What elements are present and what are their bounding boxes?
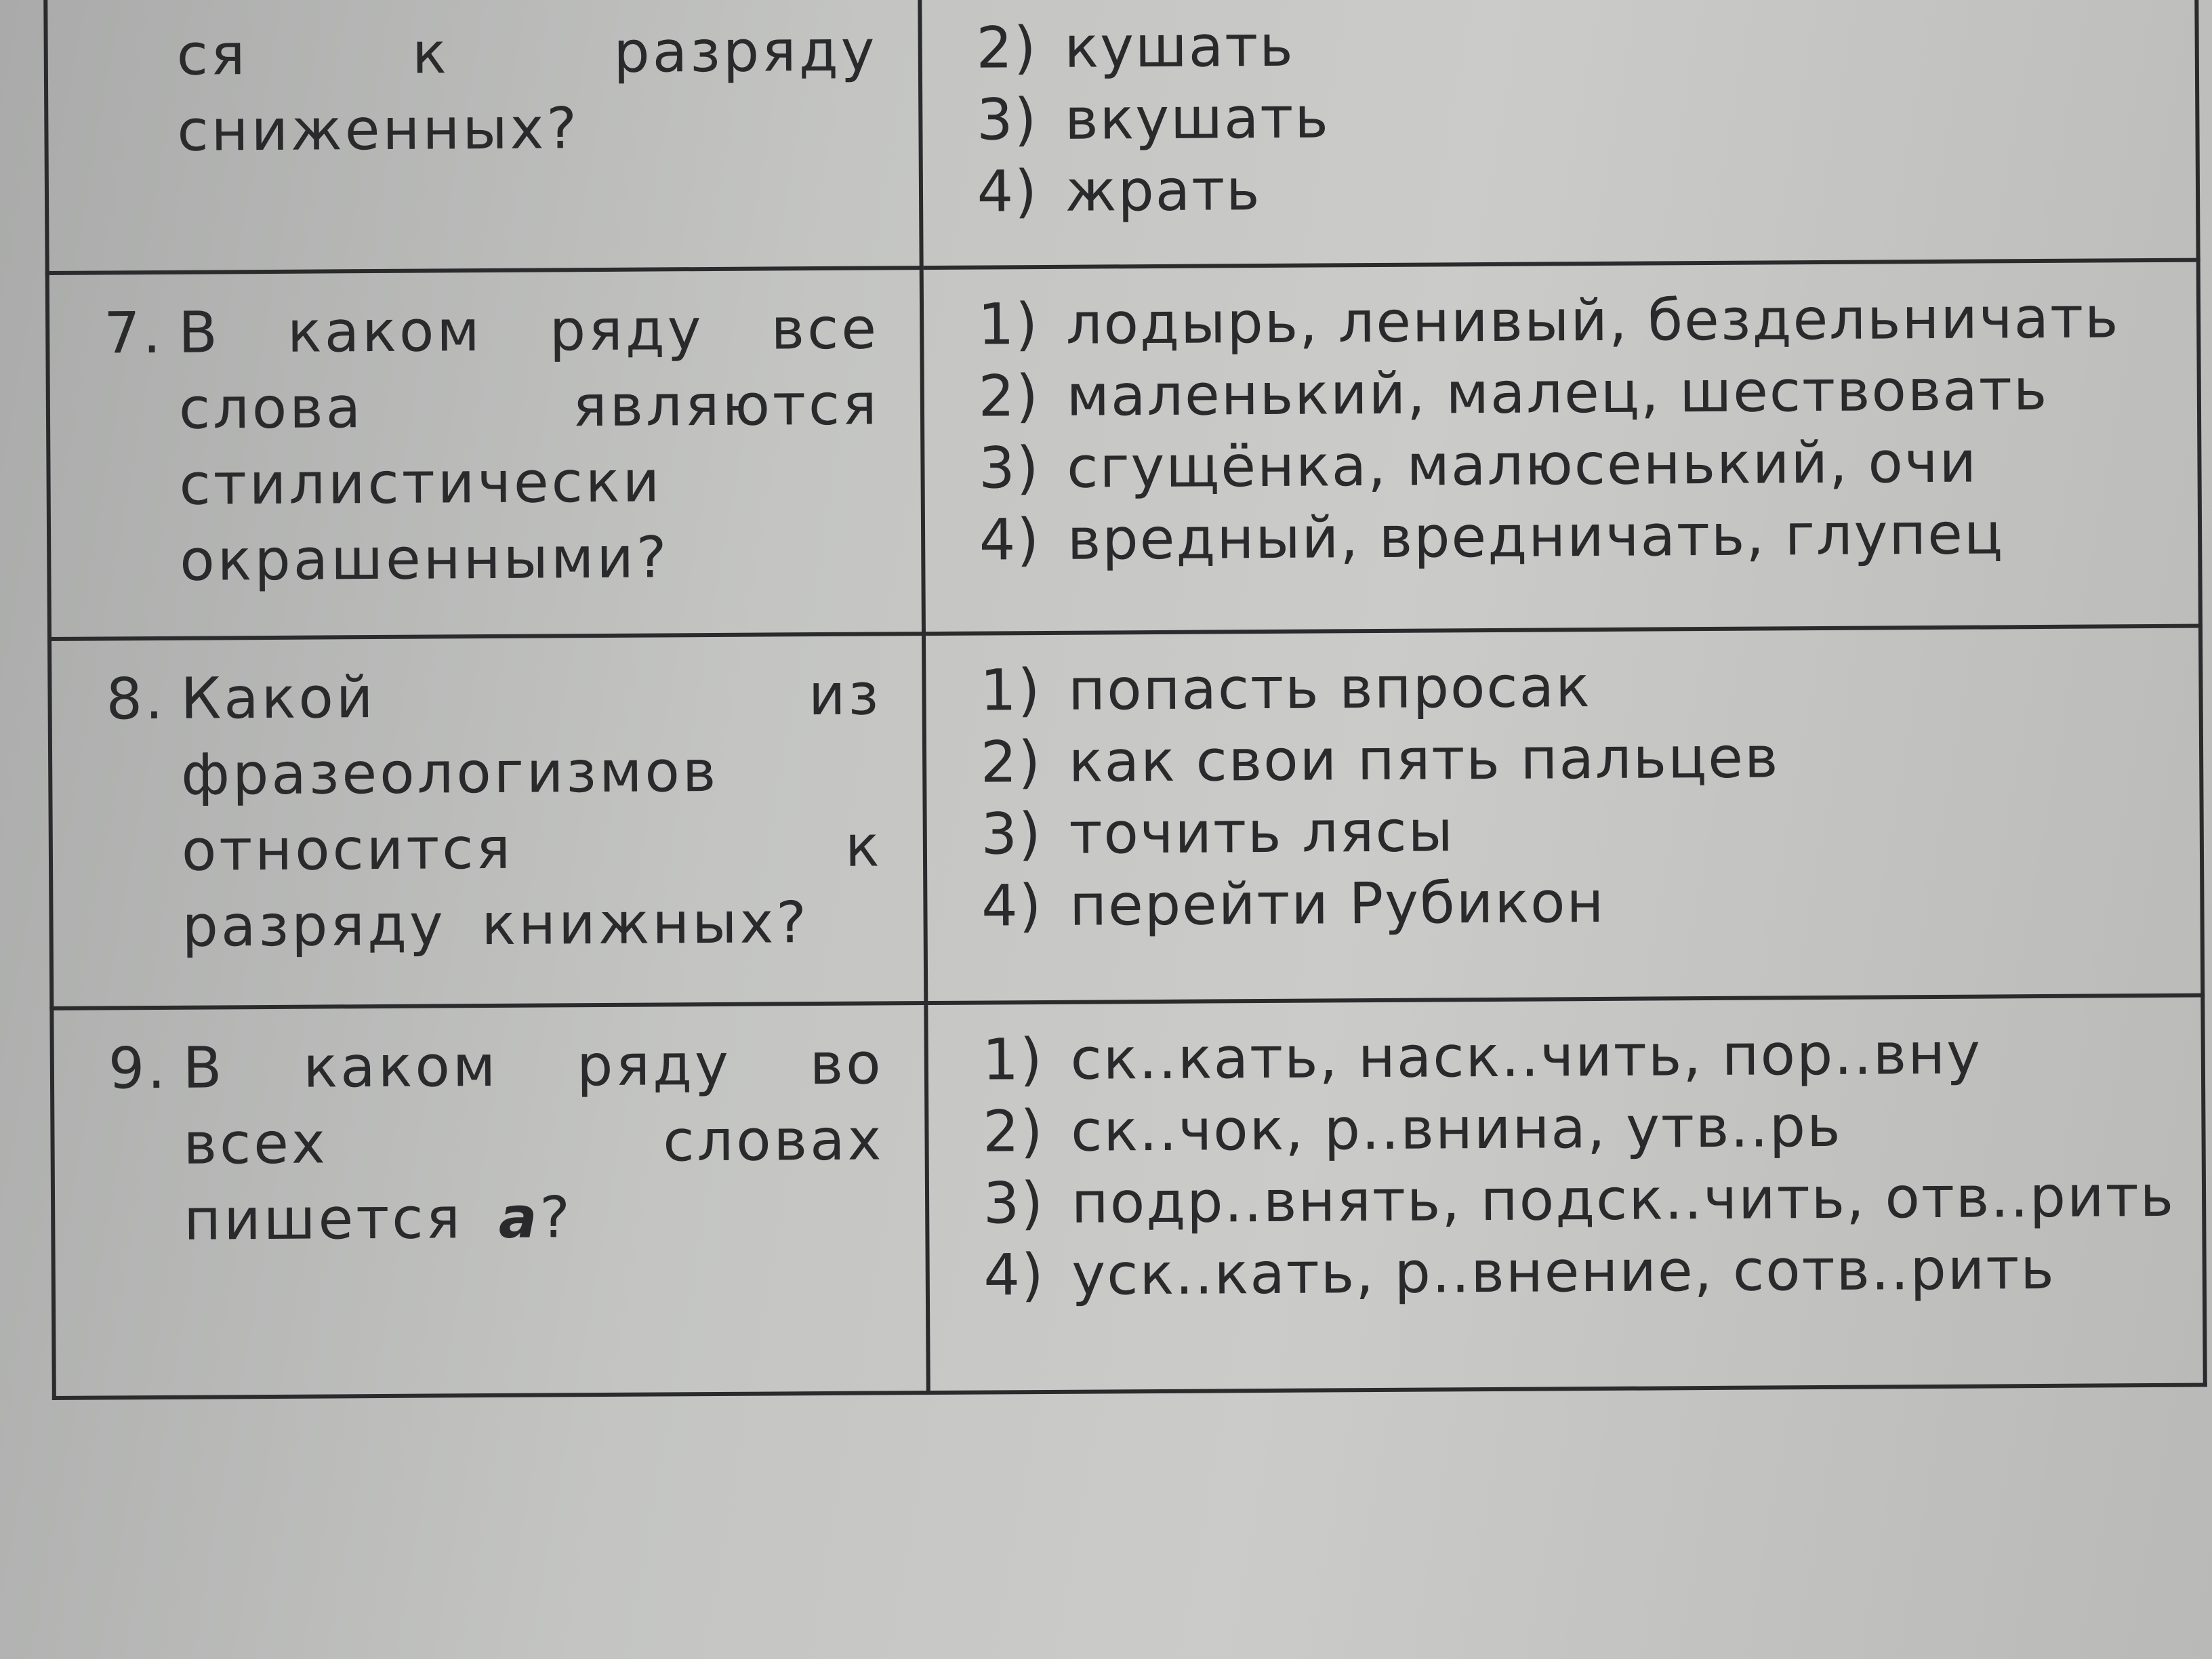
- answer-list: [928, 998, 2203, 1338]
- answer-option: 4) перейти Рубикон: [981, 868, 1605, 939]
- question-text: ся к разряду сниженных?: [176, 17, 878, 164]
- answer-option: 3) сгущёнка, малюсенький, очи: [978, 428, 1978, 501]
- question-text: В каком ряду во всех словах пишется: [182, 1030, 884, 1253]
- answer-list: [922, 0, 2196, 255]
- answer-list: [926, 628, 2200, 969]
- answer-option: 4) уск..кать, р..внение, сотв..рить: [983, 1235, 2056, 1309]
- answer-option: 3) точить лясы: [981, 798, 1455, 867]
- answers-cell: [920, 0, 2198, 268]
- question-cell: [52, 1003, 928, 1398]
- question-cell: [45, 0, 921, 273]
- answer-option: 3) вкушать: [976, 84, 1330, 153]
- answer-option: 1) лодырь, ленивый, бездельничать: [977, 284, 2120, 358]
- answers-cell: [926, 996, 2205, 1393]
- question-text: В каком ряду все слова являются стилистически окрашенными?: [178, 295, 880, 594]
- answer-option: 2) как свои пять пальцев: [980, 724, 1780, 796]
- answer-option: 2) ск..чок, р..внина, утв..рь: [982, 1092, 1842, 1165]
- question-number: 8.: [106, 665, 167, 733]
- answer-option: 2) кушать: [976, 12, 1294, 81]
- question-text: Какой из фразеологизмов относится к разряду книжных?: [180, 661, 882, 960]
- highlighted-letter: а: [498, 1184, 540, 1251]
- question-number: 9.: [108, 1034, 169, 1102]
- answer-option: 2) маленький, малец, шествовать: [978, 356, 2049, 430]
- question-row-6: [45, 0, 2198, 273]
- answers-cell: [921, 260, 2200, 634]
- test-table: [43, 0, 2207, 1400]
- question-number: 7.: [103, 299, 164, 367]
- answer-option: 4) жрать: [977, 157, 1261, 225]
- question-cell: [47, 268, 924, 639]
- answer-option: 1) попасть впросак: [979, 653, 1592, 724]
- answer-option: 3) подр..внять, подск..чить, отв..рить: [983, 1162, 2175, 1237]
- answers-cell: [924, 626, 2203, 1004]
- question-row-7: [47, 260, 2200, 639]
- question-cell: [49, 634, 926, 1008]
- answer-option: 4) вредный, вредничать, глупец: [979, 500, 2005, 573]
- answer-option: 1) ск..кать, наск..чить, пор..вну: [982, 1020, 1982, 1093]
- question-row-8: [49, 626, 2203, 1008]
- question-mark: ?: [539, 1184, 573, 1251]
- answer-list: [923, 262, 2198, 603]
- question-row-9: [52, 996, 2205, 1398]
